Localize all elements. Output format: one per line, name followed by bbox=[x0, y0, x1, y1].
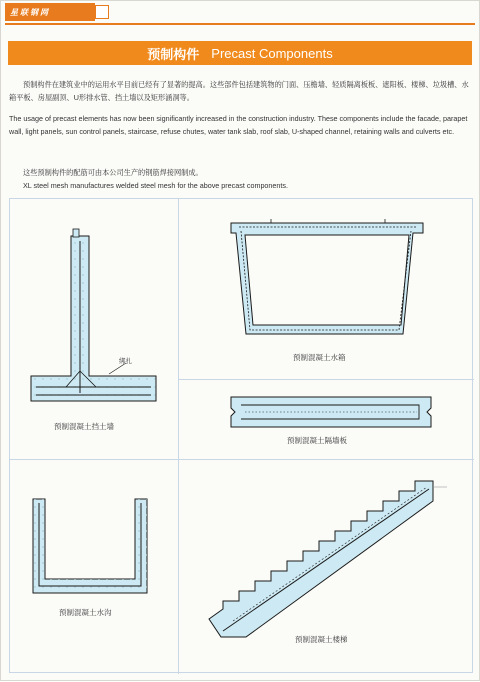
banner-title-en: Precast Components bbox=[211, 45, 333, 61]
caption-u-channel: 预制混凝土水沟 bbox=[59, 608, 112, 617]
retaining-wall-drawing bbox=[31, 229, 156, 401]
intro-en: The usage of precast elements has now been significantly increased in the construction industry. These components include the facade, parapet wall, light panels, sun control panels, staircase, refuse chutes, water tank slab, roof slab, U-shaped channel, retaining walls and culverts etc. bbox=[9, 114, 468, 136]
caption-retaining-wall: 预制混凝土挡土墙 bbox=[54, 422, 114, 431]
caption-water-tank: 预制混凝土水箱 bbox=[293, 353, 346, 362]
caption-staircase: 预制混凝土楼梯 bbox=[295, 635, 348, 644]
intro-zh: 预制构件在建筑业中的运用水平目前已经有了显著的提高。这些部件包括建筑物的门面、压檐墙、轻质隔离板板、遮阳板、楼梯、垃圾槽、水箱平板、房屋副顶、U形排水管、挡土墙以及矩形涵洞等。 bbox=[9, 80, 469, 102]
u-channel-drawing bbox=[33, 499, 147, 593]
banner-title-zh: 预制构件 bbox=[147, 47, 200, 63]
parapet-panel-drawing bbox=[231, 397, 431, 427]
figures-canvas bbox=[1, 1, 480, 682]
brand-logo: 星联钢网 bbox=[10, 6, 50, 17]
note-zh: 这些预制构件的配筋可由本公司生产的钢筋焊接网制成。 bbox=[23, 168, 203, 177]
water-tank-drawing bbox=[231, 219, 423, 334]
tie-label: 绑扎 bbox=[119, 357, 132, 365]
caption-parapet: 预制混凝土隔墙板 bbox=[287, 436, 347, 445]
staircase-drawing bbox=[209, 481, 447, 637]
note-en: XL steel mesh manufactures welded steel mesh for the above precast components. bbox=[23, 181, 289, 190]
